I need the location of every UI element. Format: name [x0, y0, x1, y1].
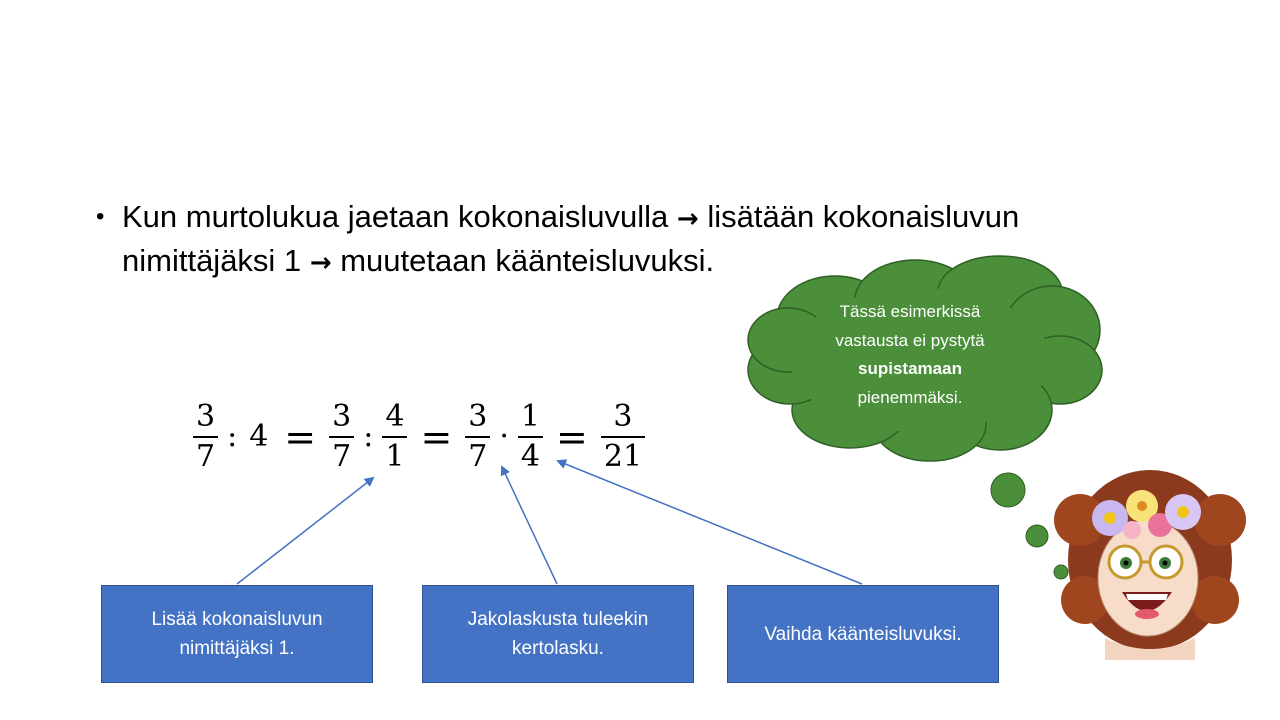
arrow-right-icon: →	[676, 204, 699, 234]
box-3-text: Vaihda käänteisluvuksi.	[764, 623, 962, 645]
arrow-3-line	[558, 461, 862, 584]
denominator: 1	[385, 439, 405, 474]
bullet-part-2: lisätään kokonaisluvun nimittäjäksi 1	[122, 199, 1020, 278]
equals-sign: =	[420, 415, 453, 459]
equals-sign: =	[556, 415, 588, 459]
denominator: 7	[196, 439, 216, 474]
whole-number: 4	[249, 419, 269, 454]
avatar-icon	[1054, 470, 1246, 660]
box-2-line-1: Jakolaskusta tuleekin	[467, 609, 649, 630]
cloud-line-4: pienemmäksi.	[857, 387, 963, 407]
denominator: 4	[520, 439, 541, 474]
denominator: 7	[332, 439, 352, 474]
cloud-text	[800, 298, 1020, 412]
explanation-box-2	[422, 585, 694, 683]
box-2-line-2: kertolasku.	[512, 638, 604, 659]
explanation-box-1	[101, 585, 373, 683]
numerator: 3	[332, 399, 352, 434]
numerator: 3	[613, 399, 633, 434]
numerator: 3	[196, 399, 216, 434]
explanation-box-3	[727, 585, 999, 683]
numerator: 1	[520, 399, 541, 434]
bullet-dot-icon: •	[96, 203, 105, 230]
bullet-part-1: Kun murtolukua jaetaan kokonaisluvulla	[122, 199, 669, 234]
denominator: 7	[468, 439, 488, 474]
arrow-right-icon: →	[309, 248, 332, 278]
cloud-line-1: Tässä esimerkissä	[839, 302, 981, 321]
box-1-line-2: nimittäjäksi 1.	[179, 638, 295, 659]
division-sign: :	[227, 419, 238, 454]
numerator: 3	[468, 399, 488, 434]
bullet-part-3: muutetaan käänteisluvuksi.	[340, 243, 715, 278]
equals-sign: =	[284, 415, 317, 459]
division-sign: :	[363, 419, 374, 454]
cloud-line-2: vastausta ei pystytä	[835, 330, 985, 350]
arrow-1-line	[237, 478, 373, 584]
denominator: 21	[603, 439, 643, 474]
arrow-2-line	[502, 467, 557, 584]
cloud-line-3-bold: supistamaan	[858, 359, 962, 378]
multiplication-dot: ·	[499, 419, 509, 454]
numerator: 4	[385, 399, 405, 434]
box-1-line-1: Lisää kokonaisluvun	[151, 609, 323, 630]
